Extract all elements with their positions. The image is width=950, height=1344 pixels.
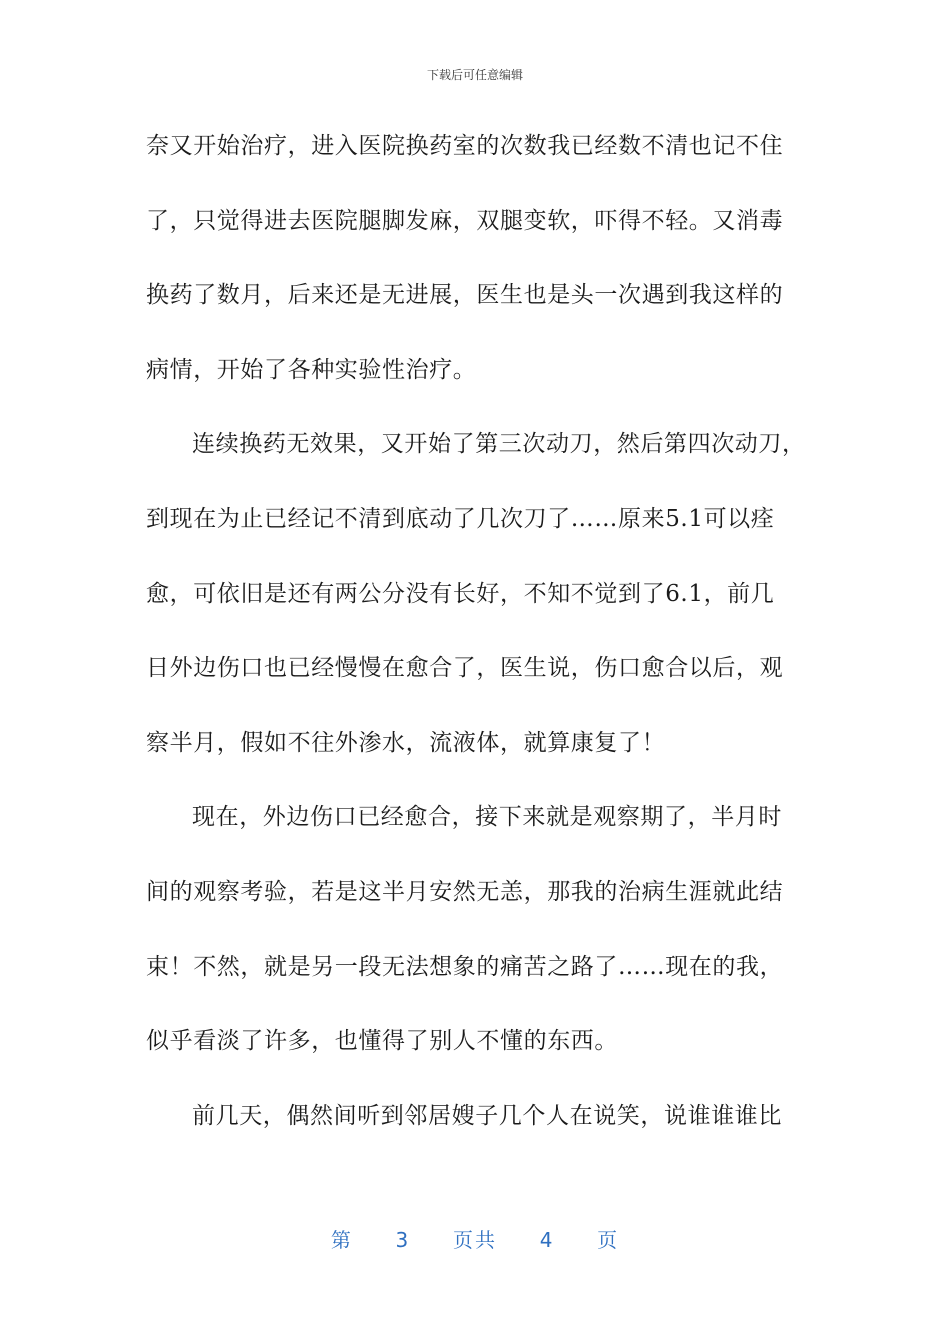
text-line: 似乎看淡了许多，也懂得了别人不懂的东西。 (146, 1028, 618, 1055)
total-pages-number: 4 (539, 1228, 555, 1252)
text-line: 到现在为止已经记不清到底动了几次刀了……原来5.1可以痊 (146, 505, 775, 532)
page-footer (0, 1224, 950, 1253)
text-line: 病情，开始了各种实验性治疗。 (146, 356, 477, 383)
text-line: 换药了数月，后来还是无进展，医生也是头一次遇到我这样的 (146, 282, 784, 309)
text-line: 了，只觉得进去医院腿脚发麻，双腿变软，吓得不轻。又消毒 (146, 207, 784, 234)
document-body (146, 118, 806, 1162)
text-line: 察半月，假如不往外渗水，流液体，就算康复了！ (146, 729, 666, 756)
page-header: 下载后可任意编辑 (426, 68, 523, 82)
paragraph-start-line: 连续换药无效果，又开始了第三次动刀，然后第四次动刀， (192, 431, 806, 458)
footer-prefix: 第 (330, 1228, 353, 1252)
text-line: 间的观察考验，若是这半月安然无恙，那我的治病生涯就此结 (146, 878, 784, 905)
footer-suffix: 页 (597, 1228, 620, 1252)
paragraph-start-line: 现在，外边伤口已经愈合，接下来就是观察期了，半月时 (192, 804, 782, 831)
footer-middle: 页共 (453, 1228, 497, 1252)
paragraph-start-line: 前几天，偶然间听到邻居嫂子几个人在说笑，说谁谁谁比 (192, 1102, 782, 1129)
text-line: 愈，可依旧是还有两公分没有长好，不知不觉到了6.1，前几 (146, 580, 775, 607)
text-line: 日外边伤口也已经慢慢在愈合了，医生说，伤口愈合以后，观 (146, 655, 784, 682)
text-line: 束！不然，就是另一段无法想象的痛苦之路了……现在的我， (146, 953, 784, 980)
text-line: 奈又开始治疗，进入医院换药室的次数我已经数不清也记不住 (146, 133, 784, 159)
current-page-number: 3 (395, 1228, 411, 1252)
